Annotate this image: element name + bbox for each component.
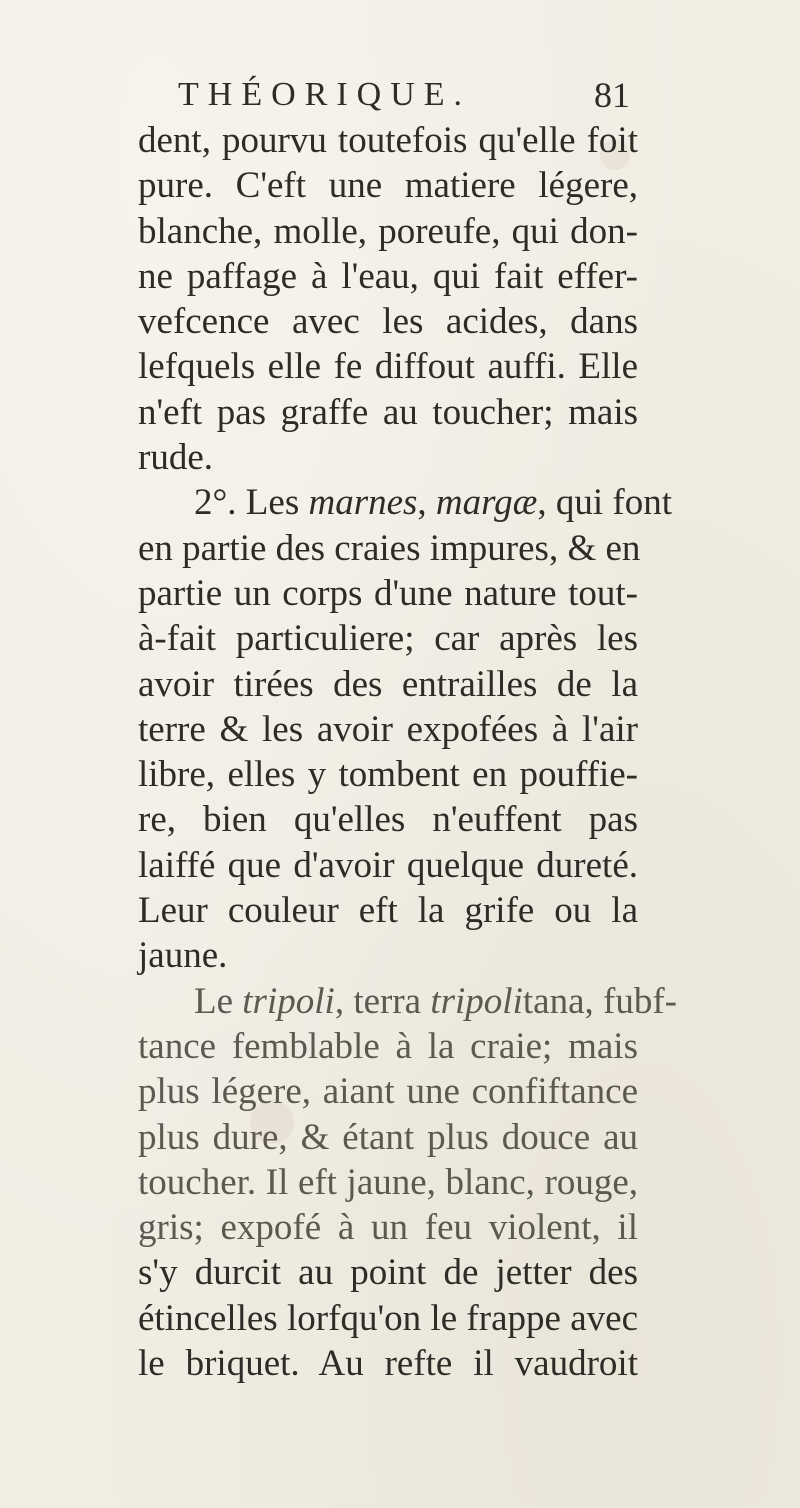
page-number: 81 <box>594 75 630 115</box>
text-line: à-fait particuliere; car après les <box>138 618 638 660</box>
text-line: ne paffage à l'eau, qui fait effer- <box>138 255 638 297</box>
text-line: vefcence avec les acides, dans <box>138 301 638 343</box>
text-line: pure. C'eft une matiere légere, <box>138 165 638 207</box>
text-line: blanche, molle, poreufe, qui don- <box>138 210 638 252</box>
text-line: s'y durcit au point de jetter des <box>138 1252 638 1294</box>
text-line: re, bien qu'elles n'euffent pas <box>138 799 638 841</box>
text-line: plus dure, & étant plus douce au <box>138 1116 638 1158</box>
text-line: laiffé que d'avoir quelque dureté. <box>138 844 638 886</box>
text-line: étincelles lorfqu'on le frappe avec <box>138 1297 638 1339</box>
text-line: tance femblable à la craie; mais <box>138 1025 638 1067</box>
text-line: jaune. <box>138 935 228 977</box>
text-line: dent, pourvu toutefois qu'elle foit <box>138 120 638 161</box>
text-line: lefquels elle fe diffout auffi. Elle <box>138 346 638 388</box>
text-line: plus légere, aiant une confiftance <box>138 1071 638 1113</box>
text-line: rude. <box>138 437 213 479</box>
page-header <box>178 72 630 120</box>
text-line: en partie des craies impures, & en <box>138 527 641 569</box>
body-text <box>138 118 677 1386</box>
text-line: Le tripoli, terra tripolitana, fubf- <box>194 980 677 1022</box>
text-line: avoir tirées des entrailles de la <box>138 663 638 705</box>
text-line: libre, elles y tombent en pouffie- <box>138 754 638 796</box>
text-line: gris; expofé à un feu violent, il <box>138 1207 638 1249</box>
text-line: n'eft pas graffe au toucher; mais <box>138 391 638 433</box>
running-head: THÉORIQUE. <box>178 76 472 113</box>
text-line: terre & les avoir expofées à l'air <box>138 708 638 750</box>
text-line: partie un corps d'une nature tout- <box>138 572 638 614</box>
text-line: 2°. Les marnes, margæ, qui font <box>194 482 672 524</box>
text-line: Leur couleur eft la grife ou la <box>138 890 638 932</box>
text-line: le briquet. Au refte il vaudroit <box>138 1343 638 1385</box>
text-line: toucher. Il eft jaune, blanc, rouge, <box>138 1161 638 1203</box>
